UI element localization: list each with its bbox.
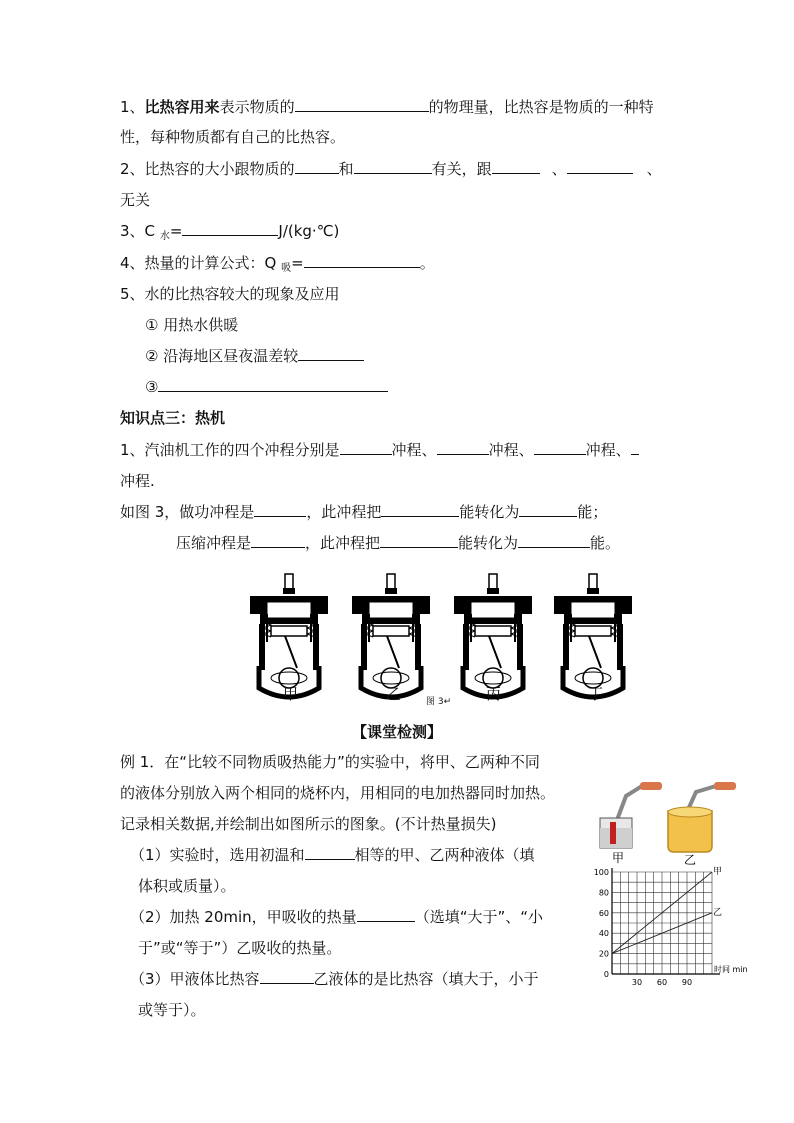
text: 能转化为 <box>459 503 520 521</box>
blank[interactable] <box>251 533 305 548</box>
blank[interactable] <box>295 97 429 112</box>
text: 的物理量，比热容是物质的一种特 <box>428 98 654 116</box>
blank[interactable] <box>380 533 458 548</box>
blank[interactable] <box>492 159 540 174</box>
text: 、 <box>551 160 567 178</box>
text: = <box>291 254 304 272</box>
text: 如图 3，做功冲程是 <box>120 503 255 521</box>
heater-plug <box>640 782 662 790</box>
line-9 <box>145 346 364 366</box>
blank[interactable] <box>260 969 314 984</box>
line-7: 5、水的比热容较大的现象及应用 <box>120 285 340 303</box>
text: 能。 <box>590 534 621 552</box>
text: 和 <box>338 160 354 178</box>
line-10 <box>145 377 388 397</box>
blank[interactable] <box>631 440 639 455</box>
y-tick-label: 80 <box>598 888 609 898</box>
section-heading-heat-engine: 知识点三：热机 <box>120 409 226 427</box>
line-14 <box>120 502 607 522</box>
beaker-label-jia: 甲 <box>612 851 625 865</box>
text: ② 沿海地区昼夜温差较 <box>145 347 299 365</box>
subscript: 吸 <box>281 263 292 274</box>
text: ，此冲程把 <box>306 503 382 521</box>
blank[interactable] <box>534 440 586 455</box>
question-1-cont: 体积或质量）。 <box>138 877 236 895</box>
example-line-2: 的液体分别放入两个相同的烧杯内，用相同的电加热器同时加热。 <box>120 784 556 802</box>
text: 压缩冲程是 <box>176 534 252 552</box>
text: 4、热量的计算公式：Q <box>120 254 277 272</box>
text: 表示物质的 <box>219 98 295 116</box>
line-3 <box>120 159 662 179</box>
line-1 <box>120 97 654 117</box>
engine-label-ding: 丁 <box>588 685 604 703</box>
blank[interactable] <box>340 440 392 455</box>
blank[interactable] <box>518 533 590 548</box>
subscript: 水 <box>159 231 170 242</box>
text: 2、比热容的大小跟物质的 <box>120 160 295 178</box>
engine-diagram <box>250 574 328 697</box>
blank[interactable] <box>567 159 633 174</box>
text: 。 <box>419 254 435 272</box>
bold-term: 比热容用来 <box>144 98 220 116</box>
line-2: 性，每种物质都有自己的比热容。 <box>120 128 346 146</box>
engine-stroke-figure <box>245 572 645 712</box>
example-line-3: 记录相关数据,并绘制出如图所示的图象。(不计热量损失) <box>120 815 497 833</box>
engine-label-yi: 乙 <box>386 685 402 703</box>
question-2-cont: 于”或“等于”）乙吸收的热量。 <box>138 939 342 957</box>
example-line-1: 例 1．在“比较不同物质吸热能力”的实验中，将甲、乙两种不同 <box>120 753 540 771</box>
series-label: 甲 <box>713 867 723 877</box>
line-8: ① 用热水供暖 <box>145 316 239 334</box>
text: （3）甲液体比热容 <box>130 970 260 988</box>
text: J/(kg·℃) <box>278 222 340 240</box>
blank[interactable] <box>519 502 577 517</box>
series-label: 乙 <box>713 907 723 918</box>
x-axis-label: 时间 min <box>714 965 748 974</box>
text: （选填“大于”、“小 <box>414 908 544 926</box>
blank[interactable] <box>357 907 415 922</box>
blank[interactable] <box>381 502 459 517</box>
y-tick-label: 100 <box>594 868 609 877</box>
text: 有关，跟 <box>431 160 492 178</box>
text: ③ <box>145 378 159 396</box>
text: 相等的甲、乙两种液体（填 <box>354 846 535 864</box>
y-tick-label: 60 <box>598 908 609 918</box>
text: （2）加热 20min，甲吸收的热量 <box>130 908 357 926</box>
line-12 <box>120 440 639 460</box>
y-tick-label: 20 <box>598 949 609 959</box>
text: 乙液体的是比热容（填大于，小于 <box>313 970 539 988</box>
heater-plug <box>714 782 736 790</box>
engine-label-jia: 甲 <box>283 685 299 703</box>
item-number: 1、 <box>120 98 145 116</box>
text: 1、汽油机工作的四个冲程分别是 <box>120 441 340 459</box>
engine-label-bing: 丙 <box>486 685 502 703</box>
text: 冲程、 <box>488 441 534 459</box>
line-13: 冲程. <box>120 472 155 490</box>
blank[interactable] <box>437 440 489 455</box>
text: ，此冲程把 <box>305 534 381 552</box>
text: 冲程、 <box>391 441 437 459</box>
blank[interactable] <box>305 845 355 860</box>
text: = <box>169 222 183 240</box>
blank[interactable] <box>354 159 432 174</box>
text: 、 <box>646 160 662 178</box>
x-tick-label: 90 <box>681 978 693 987</box>
blank[interactable] <box>298 346 364 361</box>
blank[interactable] <box>295 159 339 174</box>
blank[interactable] <box>304 253 420 268</box>
x-tick-label: 30 <box>631 978 643 987</box>
line-4: 无关 <box>120 191 151 209</box>
question-3 <box>130 969 539 989</box>
line-15 <box>176 533 620 553</box>
line-6 <box>120 253 435 279</box>
text: 3、C <box>120 222 156 240</box>
section-title: 【课堂检测】 <box>351 723 442 741</box>
question-2 <box>130 907 543 927</box>
text: 能转化为 <box>458 534 519 552</box>
text: 能； <box>577 503 608 521</box>
x-tick-label: 60 <box>656 978 668 987</box>
blank[interactable] <box>182 221 278 236</box>
beaker-illustration <box>596 778 746 866</box>
beaker-label-yi: 乙 <box>684 853 697 866</box>
blank[interactable] <box>254 502 306 517</box>
figure-caption: 图 3↵ <box>426 697 452 707</box>
y-tick-label: 40 <box>598 929 609 939</box>
text: （1）实验时，选用初温和 <box>130 846 305 864</box>
temperature-time-chart <box>594 864 784 990</box>
y-tick-label: 0 <box>603 970 609 979</box>
question-1 <box>130 845 535 865</box>
blank[interactable] <box>158 377 388 392</box>
line-5 <box>120 221 339 247</box>
question-3-cont: 或等于）。 <box>138 1001 206 1019</box>
text: 冲程、 <box>585 441 631 459</box>
